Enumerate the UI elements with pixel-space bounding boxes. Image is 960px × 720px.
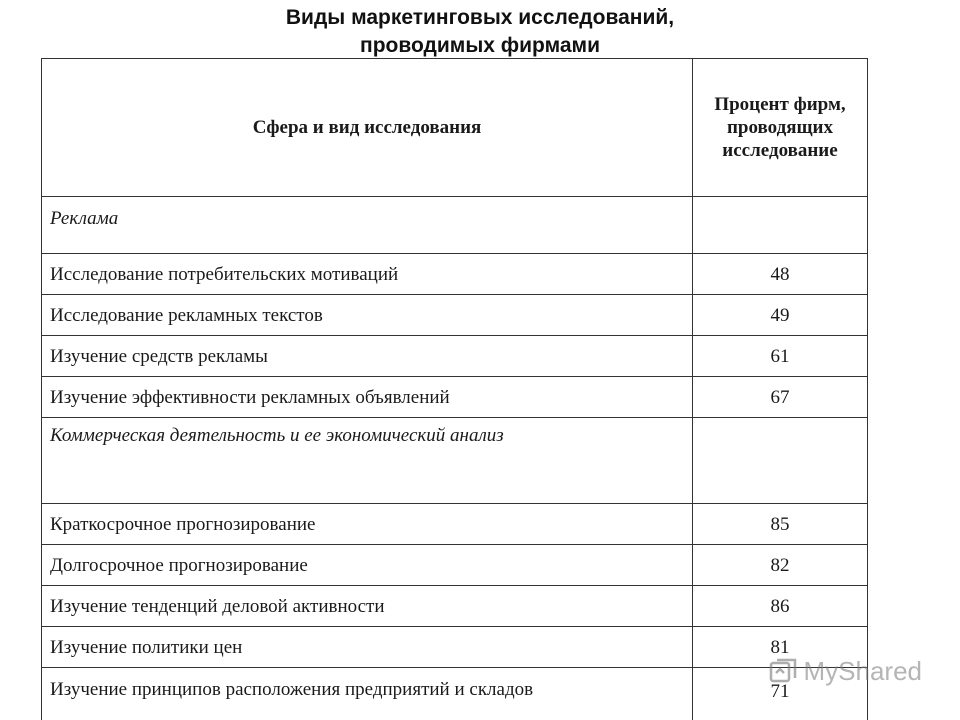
row-value: 61 — [693, 336, 868, 377]
table-row — [42, 586, 868, 627]
row-label: Изучение эффективности рекламных объявлений — [42, 377, 693, 418]
row-value: 49 — [693, 295, 868, 336]
table-row — [42, 668, 868, 720]
myshared-logo-icon — [768, 657, 798, 687]
research-table — [41, 58, 868, 720]
table-header-row — [42, 59, 868, 197]
section-title: Коммерческая деятельность и ее экономический анализ — [42, 418, 693, 504]
row-value: 48 — [693, 254, 868, 295]
table-row — [42, 627, 868, 668]
section-value-empty — [693, 418, 868, 504]
row-label: Изучение политики цен — [42, 627, 693, 668]
row-label: Исследование потребительских мотиваций — [42, 254, 693, 295]
table-row — [42, 545, 868, 586]
section-row — [42, 418, 868, 504]
row-label: Изучение принципов расположения предприятий и складов — [42, 668, 693, 720]
section-value-empty — [693, 197, 868, 254]
myshared-watermark — [768, 656, 923, 687]
row-label: Изучение средств рекламы — [42, 336, 693, 377]
table-row — [42, 336, 868, 377]
row-label: Изучение тенденций деловой активности — [42, 586, 693, 627]
row-value: 82 — [693, 545, 868, 586]
row-value: 81 — [693, 627, 868, 668]
row-label: Краткосрочное прогнозирование — [42, 504, 693, 545]
page-title — [0, 4, 960, 60]
row-label: Исследование рекламных текстов — [42, 295, 693, 336]
table-row — [42, 295, 868, 336]
header-sphere: Сфера и вид исследования — [42, 59, 693, 197]
section-row — [42, 197, 868, 254]
table-row — [42, 377, 868, 418]
row-value: 86 — [693, 586, 868, 627]
table-row — [42, 504, 868, 545]
section-title: Реклама — [42, 197, 693, 254]
row-value: 67 — [693, 377, 868, 418]
row-label: Долгосрочное прогнозирование — [42, 545, 693, 586]
row-value: 85 — [693, 504, 868, 545]
watermark-text: MyShared — [803, 656, 922, 686]
row-value: 71 — [693, 668, 868, 720]
table-row — [42, 254, 868, 295]
title-line-1: Виды маркетинговых исследований, — [285, 6, 675, 29]
header-percent: Процент фирм, проводящих исследование — [693, 59, 868, 197]
title-line-2: проводимых фирмами — [360, 34, 600, 57]
